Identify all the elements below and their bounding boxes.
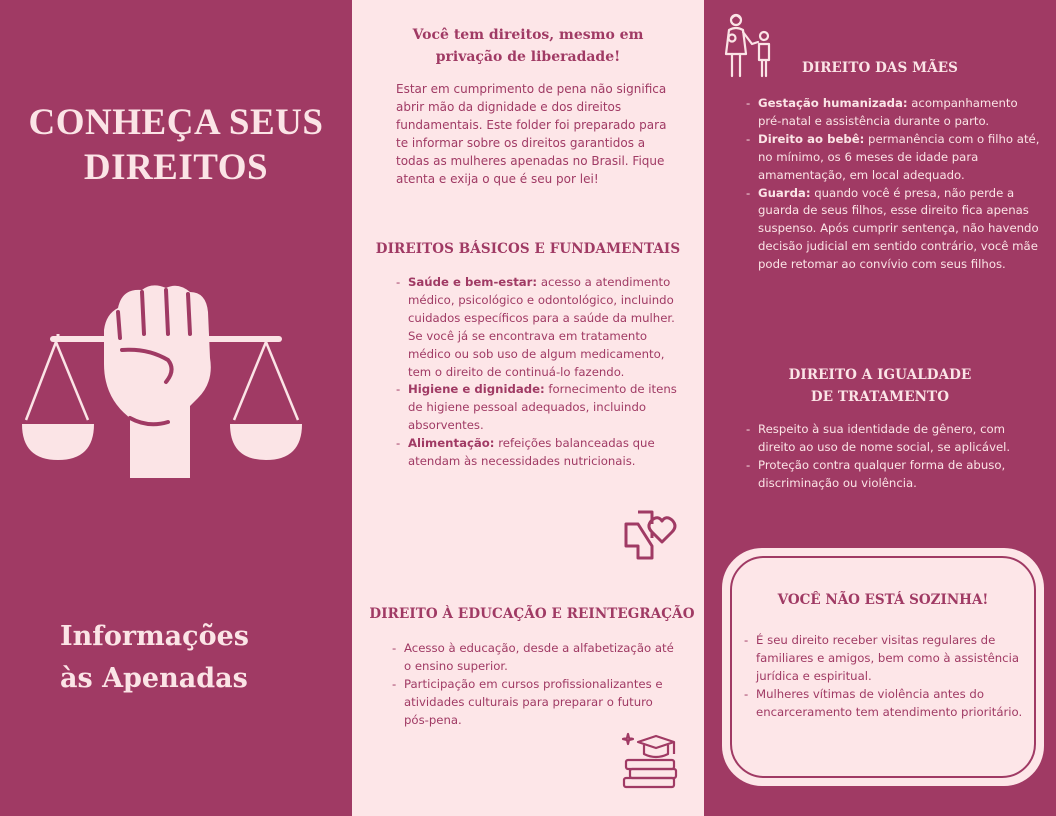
list-item: - Mulheres vítimas de violência antes do encarceramento tem atendimento prioritário. (744, 686, 1032, 722)
mothers-panel (704, 0, 1056, 816)
rights-panel (352, 0, 704, 816)
cover-panel (0, 0, 352, 816)
list-item: - Higiene e dignidade: fornecimento de itens de higiene pessoal adequados, incluindo absorventes. (396, 381, 678, 435)
health-cross-heart-icon (622, 506, 680, 564)
main-title: CONHEÇA SEUS DIREITOS (28, 102, 324, 188)
mothers-heading: DIREITO DAS MÃES (801, 60, 959, 76)
list-item: - É seu direito receber visitas regulares de familiares e amigos, bem como à assistência jurídica e espiritual. (744, 632, 1032, 686)
list-item: - Respeito à sua identidade de gênero, com direito ao uso de nome social, se aplicável. (746, 421, 1041, 457)
list-item: - Participação em cursos profissionalizantes e atividades culturais para preparar o futuro pós-pena. (392, 676, 677, 730)
support-list (744, 632, 1032, 722)
education-heading: DIREITO À EDUCAÇÃO E REINTEGRAÇÃO (369, 606, 695, 622)
list-item: - Direito ao bebê: permanência com o filho até, no mínimo, os 6 meses de idade para amamentação, em local adequado. (746, 131, 1041, 185)
list-item: - Proteção contra qualquer forma de abuso, discriminação ou violência. (746, 457, 1041, 493)
list-item: - Guarda: quando você é presa, não perde a guarda de seus filhos, esse direito fica apenas suspenso. Após cumprir sentença, não havendo decisão judicial em sentido contrário, você mãe pode retomar ao convívio com seus filhos. (746, 185, 1041, 275)
equality-heading: DIREITO A IGUALDADE DE TRATAMENTO (788, 367, 972, 405)
fist-scales-icon (18, 278, 318, 508)
basic-rights-heading: DIREITOS BÁSICOS E FUNDAMENTAIS (375, 241, 681, 257)
list-item: - Gestação humanizada: acompanhamento pré-natal e assistência durante o parto. (746, 95, 1041, 131)
intro-heading: Você tem direitos, mesmo em privação de liberadade! (412, 27, 644, 65)
support-heading: VOCÊ NÃO ESTÁ SOZINHA! (777, 592, 989, 608)
basic-rights-list (396, 274, 678, 471)
education-list (392, 640, 677, 730)
list-item: - Saúde e bem-estar: acesso a atendimento médico, psicológico e odontológico, incluindo cuidados específicos para a saúde da mulher. Se você já se encontrava em tratamento médico ou sob uso de algum medicamento, tem o direito de continuá-lo fazendo. (396, 274, 678, 381)
subtitle: Informações às Apenadas (60, 621, 249, 694)
support-box (722, 548, 1044, 786)
intro-text: Estar em cumprimento de pena não significa abrir mão da dignidade e dos direitos fundamentais. Este folder foi preparado para te informar sobre os direitos garantidos a todas as mulheres apenadas no Brasil. Fique atenta e exija o que é seu por lei! (396, 82, 667, 186)
list-item: - Acesso à educação, desde a alfabetização até o ensino superior. (392, 640, 677, 676)
list-item: - Alimentação: refeições balanceadas que atendam às necessidades nutricionais. (396, 435, 678, 471)
equality-list (746, 421, 1041, 493)
education-books-icon (620, 728, 682, 792)
mothers-list (746, 95, 1041, 274)
